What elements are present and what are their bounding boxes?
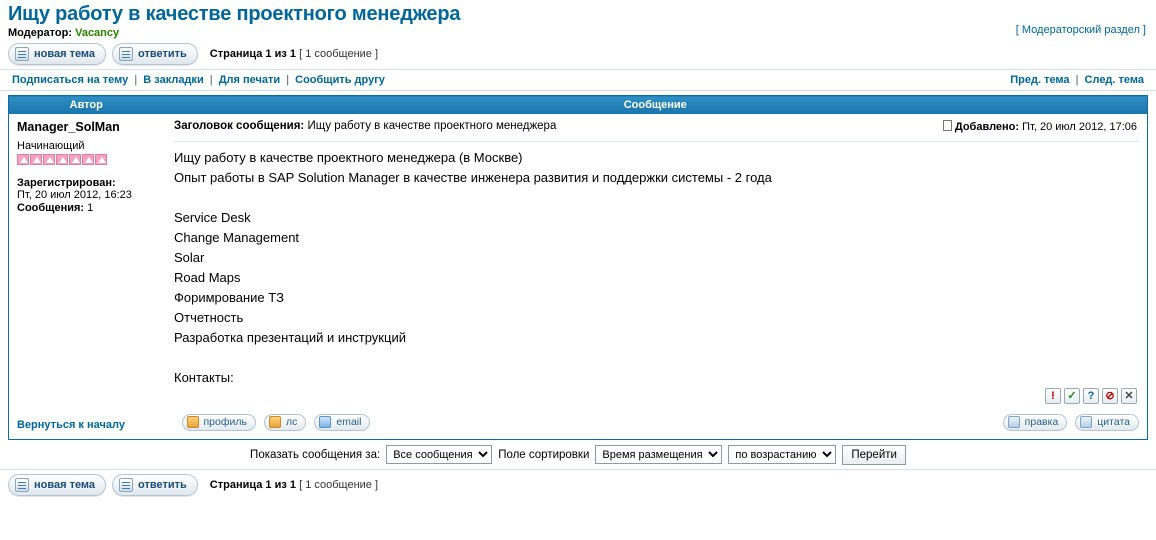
rank-pip-icon [43, 154, 55, 165]
toolbar-top [0, 39, 1156, 69]
pm-label: лс [285, 416, 298, 428]
pm-icon [269, 416, 281, 428]
author-rank: Начинающий [17, 139, 85, 152]
pagination-light: [ 1 сообщение ] [299, 48, 379, 60]
rank-pip-icon [56, 154, 68, 165]
moderator-label: Модератор: [8, 27, 73, 39]
delete-post-icon[interactable]: ⊘ [1102, 388, 1118, 404]
edit-icon [1008, 416, 1020, 428]
subject-value: Ищу работу в качестве проектного менеджера [307, 119, 557, 132]
link-separator: | [286, 74, 290, 86]
post-body-line: Road Maps [174, 269, 241, 285]
email-button[interactable] [314, 414, 370, 431]
sort-order-select[interactable] [728, 445, 836, 464]
reply-button-bottom[interactable] [112, 474, 198, 496]
links-left [12, 74, 385, 86]
bookmark-link[interactable]: В закладки [143, 74, 204, 86]
sort-bar [0, 440, 1156, 469]
reply-button[interactable] [112, 43, 198, 65]
new-topic-label: новая тема [34, 48, 96, 60]
quote-label: цитата [1097, 416, 1130, 428]
rank-pip-icon [17, 154, 29, 165]
link-separator: | [1075, 74, 1079, 86]
post-row [9, 114, 1148, 412]
profile-label: профиль [203, 416, 247, 428]
message-divider [174, 141, 1139, 142]
new-topic-button[interactable] [8, 43, 106, 65]
edit-button[interactable] [1003, 414, 1068, 431]
post-table-header [9, 96, 1148, 114]
new-topic-button-bottom[interactable] [8, 474, 106, 496]
info-post-icon[interactable]: ? [1083, 388, 1099, 404]
links-right [1010, 74, 1144, 86]
pagination-bold-bottom: Страница 1 из 1 [209, 478, 297, 491]
post-icon-row [174, 388, 1139, 408]
sort-field-select[interactable] [595, 445, 722, 464]
author-cell [9, 114, 164, 412]
registered-label: Зарегистрирован: [17, 176, 116, 189]
toolbar-bottom [0, 469, 1156, 499]
display-range-select[interactable] [386, 445, 492, 464]
moderator-line [8, 27, 1148, 39]
new-topic-icon [15, 47, 29, 61]
report-post-icon[interactable]: ! [1045, 388, 1061, 404]
links-bar [0, 69, 1156, 91]
rank-pip-icon [69, 154, 81, 165]
page-title: Ищу работу в качестве проектного менеджера [8, 3, 461, 25]
post-body-line: Change Management [174, 229, 300, 245]
post-body-blank [174, 348, 1139, 368]
title-block [0, 0, 1156, 39]
posted-value: Пт, 20 июл 2012, 17:06 [1022, 120, 1137, 133]
post-body-line: Форимрование ТЗ [174, 289, 284, 305]
posted-info [943, 120, 1137, 133]
post-footer-right [164, 412, 1148, 440]
post-table [8, 95, 1148, 440]
registered-date: Пт, 20 июл 2012, 16:23 [17, 188, 132, 201]
post-count-value: 1 [87, 201, 94, 214]
posted-label: Добавлено: [954, 120, 1020, 133]
new-topic-label-bottom: новая тема [34, 478, 96, 491]
moderator-section-link[interactable] [1016, 24, 1146, 36]
subject-line [174, 120, 1139, 136]
subscribe-topic-link[interactable]: Подписаться на тему [12, 74, 129, 86]
pagination-info-bottom [210, 479, 378, 491]
pagination-light-bottom: [ 1 сообщение ] [299, 478, 379, 491]
post-body-line: Разработка презентаций и инструкций [174, 329, 406, 345]
reply-label-bottom: ответить [138, 478, 187, 491]
post-icon-set [1045, 388, 1137, 404]
moderator-name[interactable]: Vacancy [75, 27, 120, 39]
rank-pip-icon [30, 154, 42, 165]
approve-post-icon[interactable]: ✓ [1064, 388, 1080, 404]
rank-pip-icon [95, 154, 107, 165]
next-topic-link[interactable]: След. тема [1084, 74, 1144, 86]
post-body [174, 148, 1139, 388]
back-to-top-link[interactable]: Вернуться к началу [17, 418, 125, 431]
reply-icon [119, 47, 133, 61]
email-friend-link[interactable]: Сообщить другу [295, 74, 385, 86]
pm-button[interactable] [264, 414, 306, 431]
post-body-line: Отчетность [174, 309, 244, 325]
author-name[interactable]: Manager_SolMan [17, 119, 120, 134]
email-icon [319, 416, 331, 428]
edit-label: правка [1024, 416, 1059, 428]
column-header-author: Автор [9, 96, 164, 114]
post-footer-left [9, 412, 164, 440]
post-footer-row [9, 412, 1148, 440]
post-body-line: Опыт работы в SAP Solution Manager в качестве инженера развития и поддержки системы - 2 года [174, 169, 772, 185]
post-time-icon [943, 120, 952, 131]
close-post-icon[interactable]: ✕ [1121, 388, 1137, 404]
post-count-label: Сообщения: [17, 201, 85, 214]
post-body-blank [174, 188, 1139, 208]
post-count [17, 202, 155, 214]
profile-button[interactable] [182, 414, 256, 431]
rank-pip-icon [82, 154, 94, 165]
post-body-line: Контакты: [174, 369, 234, 385]
go-button[interactable] [842, 445, 906, 465]
new-topic-icon [15, 478, 29, 492]
email-label: email [336, 416, 362, 428]
rank-pips [17, 154, 155, 165]
pagination-bold: Страница 1 из 1 [209, 48, 297, 60]
reply-icon [119, 478, 133, 492]
prev-topic-link[interactable]: Пред. тема [1010, 74, 1070, 86]
column-header-message: Сообщение [164, 96, 1148, 114]
back-to-top-wrap [17, 419, 156, 431]
post-body-line: Ищу работу в качестве проектного менеджера (в Москве) [174, 149, 523, 165]
moderator-section-label[interactable]: [ Модераторский раздел ] [1015, 24, 1146, 36]
subject-label: Заголовок сообщения: [174, 119, 305, 132]
reply-label: ответить [138, 48, 187, 60]
profile-icon [187, 416, 199, 428]
post-body-line: Service Desk [174, 209, 251, 225]
link-separator: | [209, 74, 213, 86]
user-action-buttons [182, 414, 371, 431]
quote-button[interactable] [1075, 414, 1139, 431]
message-cell [164, 114, 1148, 412]
post-body-line: Solar [174, 249, 205, 265]
show-posts-label: Показать сообщения за: [250, 448, 381, 461]
pagination-info [210, 48, 378, 60]
sort-field-label: Поле сортировки [498, 448, 590, 461]
link-separator: | [134, 74, 138, 86]
print-view-link[interactable]: Для печати [218, 74, 281, 86]
quote-icon [1080, 416, 1092, 428]
